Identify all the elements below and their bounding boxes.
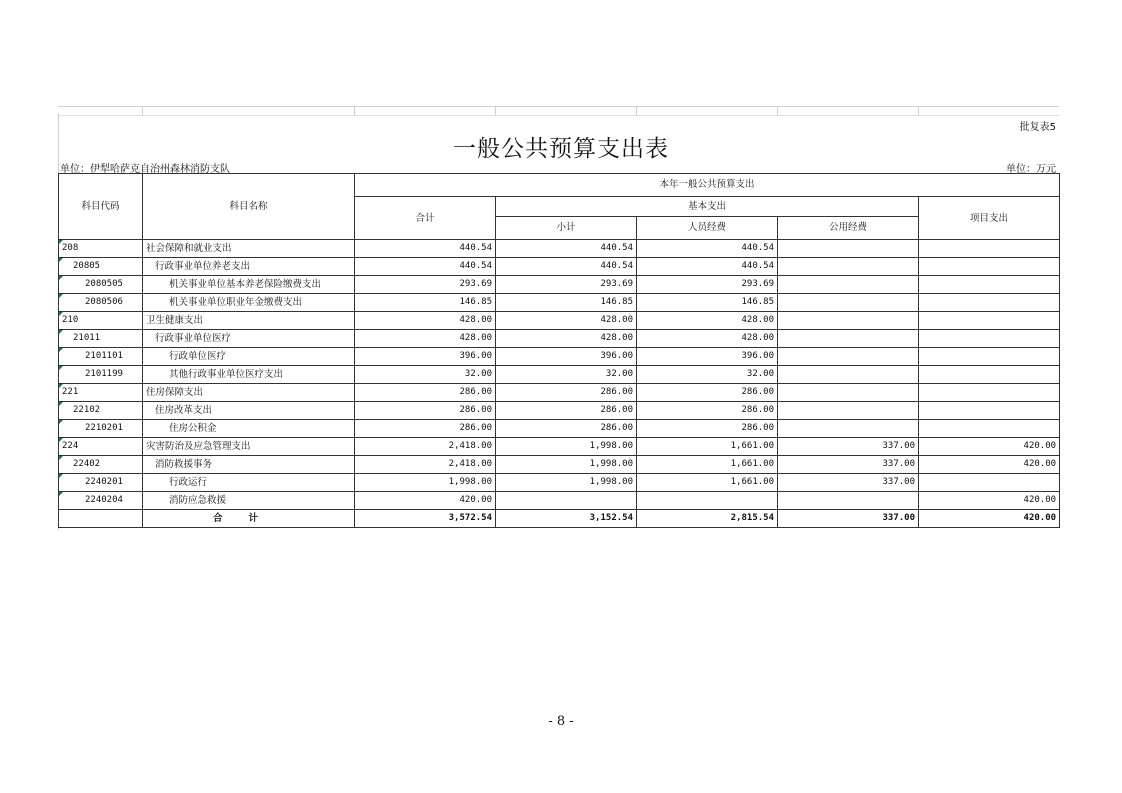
row-total: 32.00 xyxy=(355,366,496,384)
row-personnel: 440.54 xyxy=(637,258,778,276)
row-personnel xyxy=(637,492,778,510)
table-row xyxy=(59,402,1060,420)
row-code: 21011 xyxy=(59,330,143,348)
row-total: 2,418.00 xyxy=(355,438,496,456)
row-subtotal xyxy=(496,492,637,510)
form-number: 批复表5 xyxy=(1019,122,1056,133)
row-name: 住房公积金 xyxy=(143,420,355,438)
row-public: 337.00 xyxy=(778,438,919,456)
row-public xyxy=(778,384,919,402)
row-public xyxy=(778,348,919,366)
column-tick xyxy=(495,107,496,115)
row-subtotal: 286.00 xyxy=(496,384,637,402)
row-name: 消防应急救援 xyxy=(143,492,355,510)
row-project xyxy=(919,240,1060,258)
row-subtotal: 396.00 xyxy=(496,348,637,366)
total-project: 420.00 xyxy=(919,510,1060,528)
row-total: 440.54 xyxy=(355,258,496,276)
row-personnel: 428.00 xyxy=(637,330,778,348)
row-public xyxy=(778,366,919,384)
row-name: 其他行政事业单位医疗支出 xyxy=(143,366,355,384)
row-subtotal: 32.00 xyxy=(496,366,637,384)
row-project xyxy=(919,294,1060,312)
row-code: 2240204 xyxy=(59,492,143,510)
row-total: 286.00 xyxy=(355,420,496,438)
table-row xyxy=(59,240,1060,258)
total-row xyxy=(59,510,1060,528)
table-row xyxy=(59,420,1060,438)
currency-unit: 单位：万元 xyxy=(1006,164,1056,175)
row-public xyxy=(778,294,919,312)
row-project xyxy=(919,330,1060,348)
row-name: 住房保障支出 xyxy=(143,384,355,402)
row-personnel: 286.00 xyxy=(637,420,778,438)
row-project: 420.00 xyxy=(919,456,1060,474)
row-code: 2080505 xyxy=(59,276,143,294)
row-code: 224 xyxy=(59,438,143,456)
row-subtotal: 286.00 xyxy=(496,402,637,420)
row-code: 208 xyxy=(59,240,143,258)
total-total: 3,572.54 xyxy=(355,510,496,528)
row-code: 22102 xyxy=(59,402,143,420)
row-total: 428.00 xyxy=(355,312,496,330)
row-total: 286.00 xyxy=(355,402,496,420)
row-name: 卫生健康支出 xyxy=(143,312,355,330)
row-code: 210 xyxy=(59,312,143,330)
row-total: 428.00 xyxy=(355,330,496,348)
row-public xyxy=(778,240,919,258)
column-tick xyxy=(777,107,778,115)
row-total: 396.00 xyxy=(355,348,496,366)
row-public xyxy=(778,402,919,420)
row-personnel: 428.00 xyxy=(637,312,778,330)
row-name: 行政事业单位养老支出 xyxy=(143,258,355,276)
header-name: 科目名称 xyxy=(143,174,355,240)
row-code: 2101101 xyxy=(59,348,143,366)
row-name: 机关事业单位职业年金缴费支出 xyxy=(143,294,355,312)
row-personnel: 286.00 xyxy=(637,384,778,402)
row-project xyxy=(919,384,1060,402)
table-row xyxy=(59,474,1060,492)
row-personnel: 293.69 xyxy=(637,276,778,294)
row-name: 住房改革支出 xyxy=(143,402,355,420)
row-public xyxy=(778,420,919,438)
header-subtotal: 小计 xyxy=(496,217,637,240)
row-subtotal: 1,998.00 xyxy=(496,456,637,474)
total-public: 337.00 xyxy=(778,510,919,528)
row-subtotal: 440.54 xyxy=(496,258,637,276)
row-name: 行政运行 xyxy=(143,474,355,492)
row-subtotal: 1,998.00 xyxy=(496,474,637,492)
row-personnel: 396.00 xyxy=(637,348,778,366)
row-code: 2210201 xyxy=(59,420,143,438)
row-total: 286.00 xyxy=(355,384,496,402)
total-subtotal: 3,152.54 xyxy=(496,510,637,528)
row-project xyxy=(919,258,1060,276)
column-tick xyxy=(354,107,355,115)
row-project: 420.00 xyxy=(919,438,1060,456)
row-total: 2,418.00 xyxy=(355,456,496,474)
organization-unit: 单位：伊犁哈萨克自治州森林消防支队 xyxy=(60,164,230,175)
header-code: 科目代码 xyxy=(59,174,143,240)
row-public xyxy=(778,276,919,294)
table-row xyxy=(59,330,1060,348)
table-row xyxy=(59,366,1060,384)
header-public: 公用经费 xyxy=(778,217,919,240)
row-subtotal: 440.54 xyxy=(496,240,637,258)
row-subtotal: 428.00 xyxy=(496,330,637,348)
row-personnel: 440.54 xyxy=(637,240,778,258)
row-total: 1,998.00 xyxy=(355,474,496,492)
table-row xyxy=(59,258,1060,276)
row-personnel: 32.00 xyxy=(637,366,778,384)
header-project: 项目支出 xyxy=(919,197,1060,240)
table-body xyxy=(59,240,1060,510)
table-row xyxy=(59,348,1060,366)
row-personnel: 1,661.00 xyxy=(637,456,778,474)
row-subtotal: 286.00 xyxy=(496,420,637,438)
row-public: 337.00 xyxy=(778,456,919,474)
row-public xyxy=(778,330,919,348)
row-personnel: 146.85 xyxy=(637,294,778,312)
row-subtotal: 1,998.00 xyxy=(496,438,637,456)
header-budget-group: 本年一般公共预算支出 xyxy=(355,174,1060,197)
row-name: 灾害防治及应急管理支出 xyxy=(143,438,355,456)
row-code: 22402 xyxy=(59,456,143,474)
header-basic: 基本支出 xyxy=(496,197,919,217)
spreadsheet-column-strip xyxy=(58,106,1059,116)
row-public: 337.00 xyxy=(778,474,919,492)
row-total: 293.69 xyxy=(355,276,496,294)
row-name: 行政事业单位医疗 xyxy=(143,330,355,348)
row-project xyxy=(919,420,1060,438)
row-code: 2101199 xyxy=(59,366,143,384)
row-public xyxy=(778,312,919,330)
row-subtotal: 293.69 xyxy=(496,276,637,294)
row-total: 440.54 xyxy=(355,240,496,258)
total-personnel: 2,815.54 xyxy=(637,510,778,528)
row-project xyxy=(919,348,1060,366)
row-name: 机关事业单位基本养老保险缴费支出 xyxy=(143,276,355,294)
header-total: 合计 xyxy=(355,197,496,240)
row-total: 420.00 xyxy=(355,492,496,510)
row-project xyxy=(919,366,1060,384)
table-row xyxy=(59,294,1060,312)
row-personnel: 286.00 xyxy=(637,402,778,420)
row-name: 社会保障和就业支出 xyxy=(143,240,355,258)
row-code: 2080506 xyxy=(59,294,143,312)
column-tick xyxy=(142,107,143,115)
column-tick xyxy=(636,107,637,115)
row-public xyxy=(778,258,919,276)
row-project xyxy=(919,402,1060,420)
row-personnel: 1,661.00 xyxy=(637,474,778,492)
row-name: 消防救援事务 xyxy=(143,456,355,474)
row-public xyxy=(778,492,919,510)
header-personnel: 人员经费 xyxy=(637,217,778,240)
page-number: - 8 - xyxy=(548,714,574,729)
row-name: 行政单位医疗 xyxy=(143,348,355,366)
table-row xyxy=(59,276,1060,294)
column-tick xyxy=(918,107,919,115)
row-project xyxy=(919,312,1060,330)
row-personnel: 1,661.00 xyxy=(637,438,778,456)
row-project xyxy=(919,276,1060,294)
row-subtotal: 428.00 xyxy=(496,312,637,330)
total-code-cell xyxy=(59,510,143,528)
table-row xyxy=(59,312,1060,330)
row-subtotal: 146.85 xyxy=(496,294,637,312)
table-row xyxy=(59,384,1060,402)
table-row xyxy=(59,492,1060,510)
row-code: 20805 xyxy=(59,258,143,276)
table-row xyxy=(59,438,1060,456)
table-row xyxy=(59,456,1060,474)
row-total: 146.85 xyxy=(355,294,496,312)
row-code: 221 xyxy=(59,384,143,402)
row-code: 2240201 xyxy=(59,474,143,492)
total-label: 合计 xyxy=(143,510,355,528)
row-project: 420.00 xyxy=(919,492,1060,510)
budget-expenditure-table xyxy=(58,173,1060,528)
row-project xyxy=(919,474,1060,492)
page-title: 一般公共预算支出表 xyxy=(453,136,669,162)
